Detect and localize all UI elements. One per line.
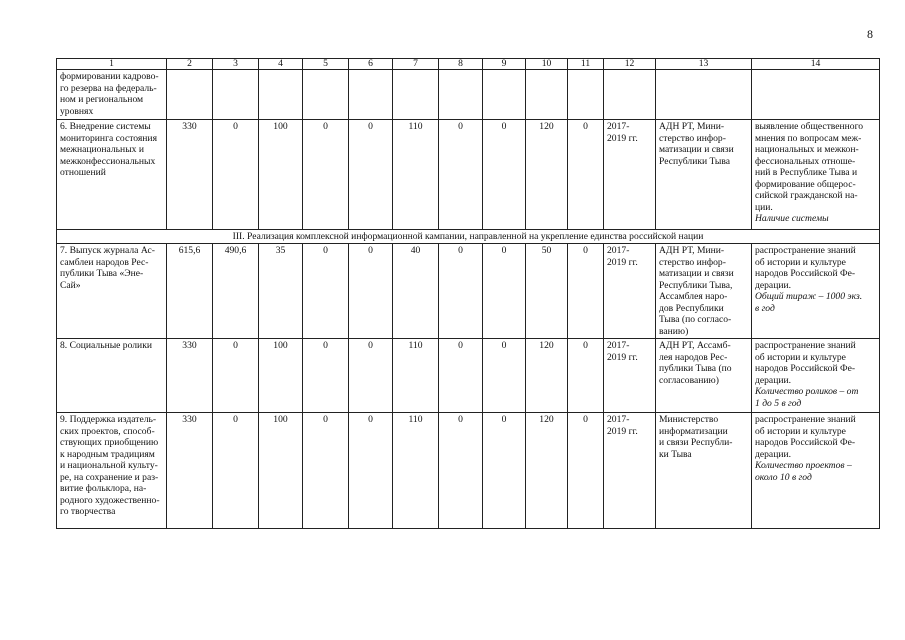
cell-line: распространение знаний (755, 245, 856, 256)
col-header: 5 (303, 59, 349, 70)
page-number: 8 (867, 27, 873, 41)
measure-name-cell (57, 339, 167, 413)
funding-value-cell: 0 (213, 339, 259, 413)
cell-line: Количество проектов – (755, 460, 852, 471)
cell-line: 9. Поддержка издатель- (60, 414, 157, 425)
cell-line: 2019 гг. (607, 256, 638, 268)
cell-line: уровнях (60, 105, 94, 117)
cell-line: народов Российской Фе- (755, 437, 856, 448)
table-body-part1 (57, 70, 880, 230)
program-table (56, 58, 880, 529)
cell-line: 2017- (607, 340, 630, 351)
funding-value-cell (393, 70, 439, 120)
funding-value-cell: 0 (349, 244, 393, 339)
section-title: III. Реализация комплексной информационной кампании, направленной на укрепление единства российской нации (57, 230, 880, 244)
funding-value-cell: 0 (439, 120, 483, 230)
cell-line: распространение знаний (755, 414, 856, 425)
cell-line: согласованию) (659, 374, 719, 386)
cell-line: в год (755, 302, 775, 314)
col-header: 11 (568, 59, 604, 70)
col-header: 4 (259, 59, 303, 70)
funding-value-cell: 0 (303, 339, 349, 413)
funding-value-cell (213, 70, 259, 120)
table-row (57, 244, 880, 339)
cell-line: Наличие системы (755, 213, 829, 224)
result-cell (752, 244, 880, 339)
cell-line: межконфессиональных (60, 155, 156, 167)
cell-line: Республики Тыва (659, 155, 731, 167)
funding-value-cell (167, 70, 213, 120)
cell-line: дов Республики (659, 302, 724, 314)
funding-value-cell: 100 (259, 120, 303, 230)
cell-line: публики Тыва (по (659, 363, 732, 374)
cell-line: и связи Республи- (659, 437, 733, 448)
col-header: 9 (483, 59, 526, 70)
cell-line: об истории и культуре (755, 351, 846, 363)
cell-line: Республики Тыва, (659, 279, 733, 291)
col-header: 13 (656, 59, 752, 70)
cell-line: фессиональных отноше- (755, 155, 856, 167)
result-cell (752, 120, 880, 230)
cell-line: 2019 гг. (607, 425, 638, 437)
funding-value-cell: 0 (439, 244, 483, 339)
col-header: 1 (57, 59, 167, 70)
measure-name-cell (57, 413, 167, 529)
funding-value-cell: 0 (483, 120, 526, 230)
funding-value-cell: 0 (483, 413, 526, 529)
funding-value-cell: 110 (393, 120, 439, 230)
funding-value-cell: 0 (568, 339, 604, 413)
col-header: 14 (752, 59, 880, 70)
cell-line: дерации. (755, 448, 791, 460)
funding-value-cell: 330 (167, 413, 213, 529)
executors-cell (656, 244, 752, 339)
funding-value-cell: 120 (526, 120, 568, 230)
cell-line: АДН РТ, Ассамб- (659, 340, 731, 351)
period-cell (604, 120, 656, 230)
cell-line: ции. (755, 201, 773, 213)
funding-value-cell: 120 (526, 413, 568, 529)
measure-name-cell (57, 120, 167, 230)
cell-line: стерство инфор- (659, 256, 726, 268)
funding-value-cell: 100 (259, 339, 303, 413)
cell-line: матизации и связи (659, 268, 734, 279)
cell-line: 1 до 5 в год (755, 397, 802, 409)
col-header: 3 (213, 59, 259, 70)
funding-value-cell: 50 (526, 244, 568, 339)
funding-value-cell: 0 (349, 413, 393, 529)
result-cell (752, 339, 880, 413)
col-header: 12 (604, 59, 656, 70)
funding-value-cell: 110 (393, 413, 439, 529)
funding-value-cell: 330 (167, 120, 213, 230)
cell-line: сийской гражданской на- (755, 190, 858, 201)
cell-line: мониторинга состояния (60, 132, 157, 144)
col-header: 7 (393, 59, 439, 70)
cell-line: народов Российской Фе- (755, 363, 856, 374)
cell-line: и национальной культу- (60, 460, 158, 471)
column-number-row (57, 59, 880, 70)
cell-line: Сай» (60, 279, 81, 291)
cell-line: родного художественно- (60, 494, 160, 506)
executors-cell (656, 413, 752, 529)
cell-line: формировании кадрово- (60, 71, 159, 82)
funding-value-cell: 0 (303, 120, 349, 230)
funding-value-cell: 0 (568, 413, 604, 529)
funding-value-cell (568, 70, 604, 120)
measure-name-cell (57, 244, 167, 339)
funding-value-cell: 0 (439, 413, 483, 529)
funding-value-cell: 0 (349, 120, 393, 230)
cell-line: Ассамблея наро- (659, 291, 728, 302)
cell-line: 2017- (607, 245, 630, 256)
cell-line: ний в Республике Тыва и (755, 167, 858, 178)
table-row (57, 339, 880, 413)
cell-line: 2019 гг. (607, 132, 638, 144)
cell-line: народов Российской Фе- (755, 268, 856, 279)
cell-line: распространение знаний (755, 340, 856, 351)
cell-line: отношений (60, 167, 106, 178)
funding-value-cell: 0 (303, 244, 349, 339)
cell-line: выявление общественного (755, 121, 864, 132)
cell-line: ки Тыва (659, 448, 692, 460)
funding-value-cell: 0 (303, 413, 349, 529)
result-cell (752, 413, 880, 529)
funding-value-cell: 490,6 (213, 244, 259, 339)
cell-line: ном и региональном (60, 94, 144, 105)
cell-line: около 10 в год (755, 471, 812, 483)
cell-line: публики Тыва «Эне- (60, 268, 144, 279)
cell-line: к народным традициям (60, 448, 155, 460)
funding-value-cell: 0 (213, 413, 259, 529)
cell-line: 8. Социальные ролики (60, 340, 152, 351)
cell-line: ре, на сохранение и раз- (60, 471, 159, 483)
cell-line: АДН РТ, Мини- (659, 245, 725, 256)
cell-line: мнения по вопросам меж- (755, 132, 862, 144)
col-header: 10 (526, 59, 568, 70)
funding-value-cell: 0 (349, 339, 393, 413)
table-row (57, 70, 880, 120)
executors-cell (656, 339, 752, 413)
cell-line: матизации и связи (659, 144, 734, 155)
cell-line: лея народов Рес- (659, 351, 728, 363)
funding-value-cell: 110 (393, 339, 439, 413)
cell-line: го творчества (60, 506, 116, 517)
cell-line: го резерва на федераль- (60, 82, 157, 94)
table-body-part2 (57, 244, 880, 529)
cell-line: ских проектов, способ- (60, 425, 155, 437)
funding-value-cell: 35 (259, 244, 303, 339)
funding-value-cell (259, 70, 303, 120)
result-cell (752, 70, 880, 120)
funding-value-cell: 0 (213, 120, 259, 230)
table-row (57, 413, 880, 529)
cell-line: Количество роликов – от (755, 386, 859, 397)
funding-value-cell: 120 (526, 339, 568, 413)
col-header: 2 (167, 59, 213, 70)
funding-value-cell (526, 70, 568, 120)
funding-value-cell (483, 70, 526, 120)
period-cell (604, 413, 656, 529)
period-cell (604, 244, 656, 339)
cell-line: Министерство (659, 414, 719, 425)
cell-line: формирование общерос- (755, 178, 856, 190)
funding-value-cell: 0 (483, 244, 526, 339)
funding-value-cell: 40 (393, 244, 439, 339)
cell-line: информатизации (659, 425, 728, 437)
cell-line: самблеи народов Рес- (60, 256, 149, 268)
cell-line: 6. Внедрение системы (60, 121, 151, 132)
funding-value-cell: 0 (483, 339, 526, 413)
cell-line: витие фольклора, на- (60, 483, 147, 494)
col-header: 6 (349, 59, 393, 70)
cell-line: об истории и культуре (755, 425, 846, 437)
funding-value-cell: 0 (568, 244, 604, 339)
cell-line: дерации. (755, 279, 791, 291)
cell-line: 2017- (607, 121, 630, 132)
funding-value-cell: 0 (439, 339, 483, 413)
funding-value-cell (303, 70, 349, 120)
cell-line: ствующих приобщению (60, 437, 159, 448)
cell-line: об истории и культуре (755, 256, 846, 268)
cell-line: дерации. (755, 374, 791, 386)
cell-line: стерство инфор- (659, 132, 726, 144)
cell-line: 2019 гг. (607, 351, 638, 363)
executors-cell (656, 70, 752, 120)
funding-value-cell (349, 70, 393, 120)
cell-line: ванию) (659, 325, 689, 337)
cell-line: Тыва (по согласо- (659, 314, 732, 325)
period-cell (604, 70, 656, 120)
executors-cell (656, 120, 752, 230)
funding-value-cell: 100 (259, 413, 303, 529)
section-row (57, 230, 880, 244)
measure-name-cell (57, 70, 167, 120)
funding-value-cell: 0 (568, 120, 604, 230)
funding-value-cell: 330 (167, 339, 213, 413)
col-header: 8 (439, 59, 483, 70)
table-row (57, 120, 880, 230)
funding-value-cell: 615,6 (167, 244, 213, 339)
cell-line: 7. Выпуск журнала Ас- (60, 245, 155, 256)
cell-line: 2017- (607, 414, 630, 425)
cell-line: национальных и межкон- (755, 144, 859, 155)
cell-line: Общий тираж – 1000 экз. (755, 291, 863, 302)
funding-value-cell (439, 70, 483, 120)
cell-line: межнациональных и (60, 144, 144, 155)
period-cell (604, 339, 656, 413)
cell-line: АДН РТ, Мини- (659, 121, 725, 132)
